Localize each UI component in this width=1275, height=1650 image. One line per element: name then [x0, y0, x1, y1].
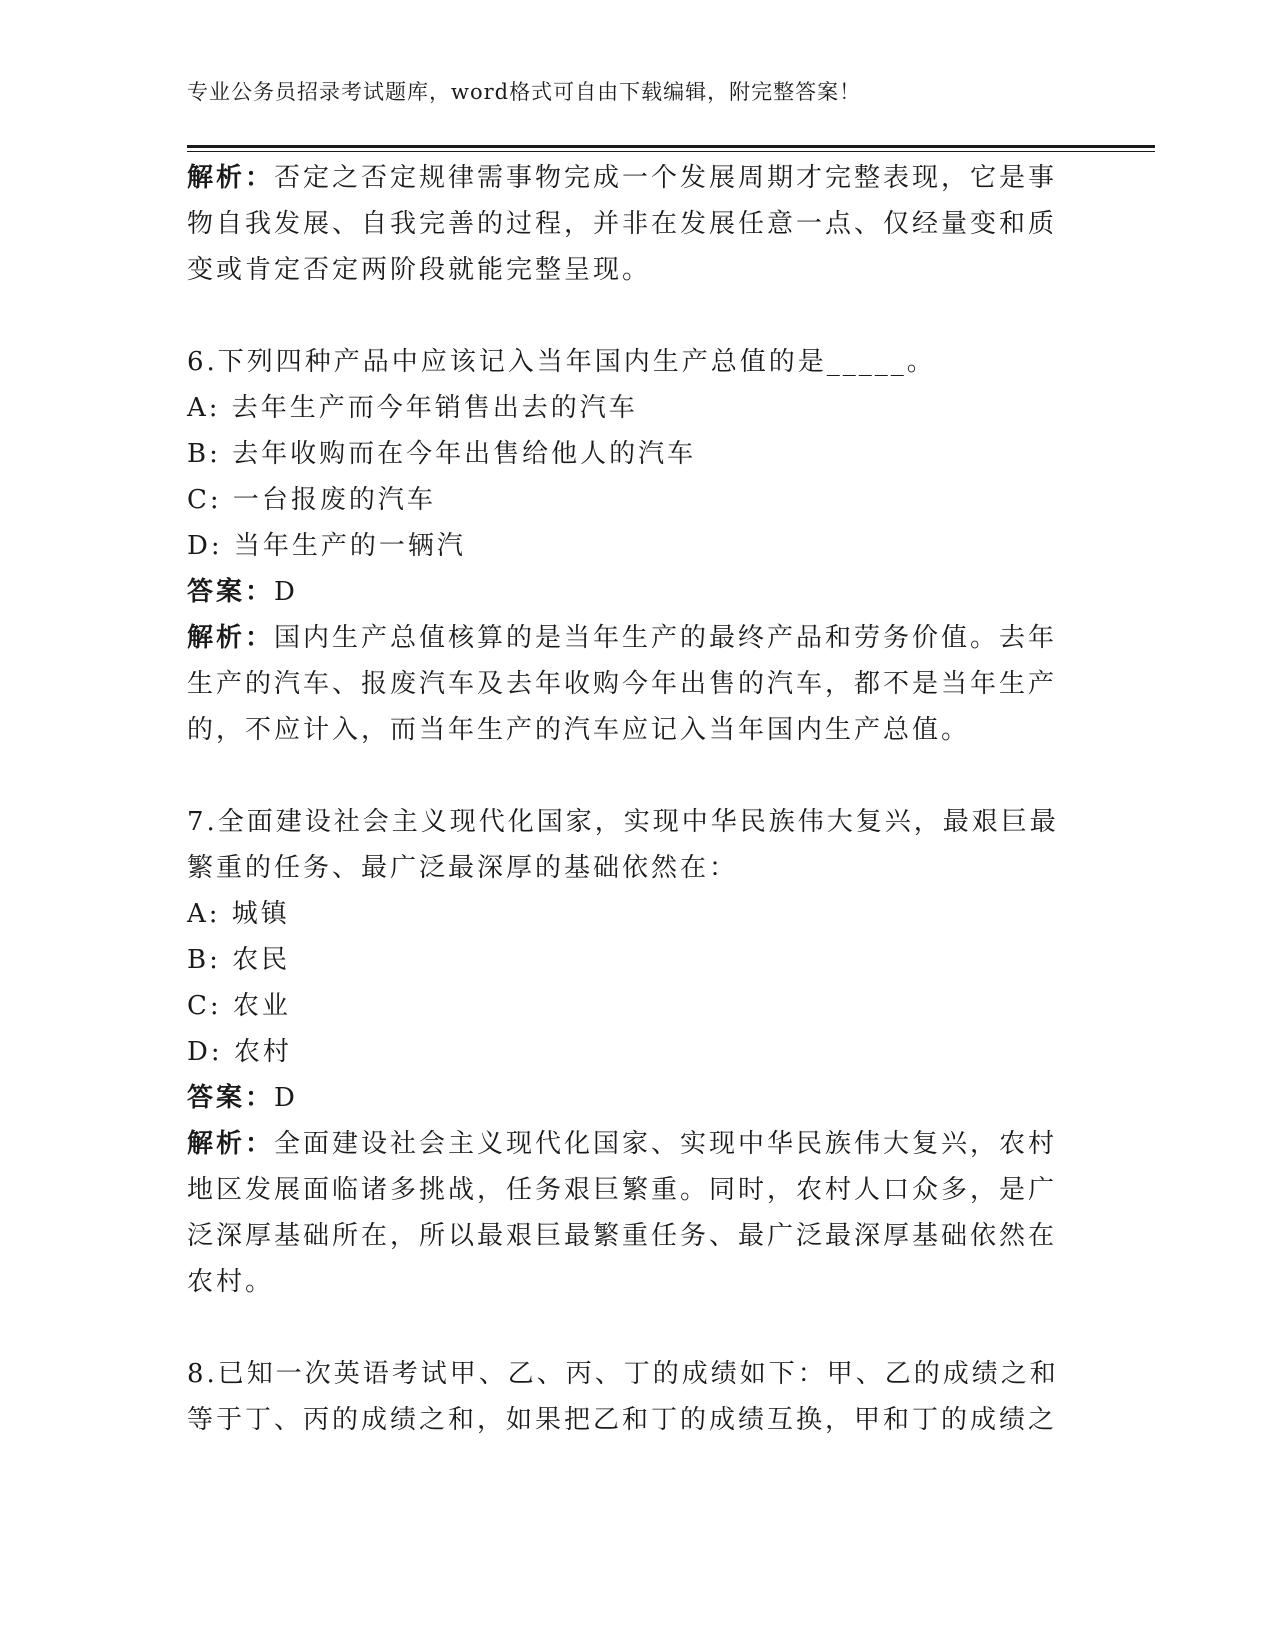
question-text: 繁重的任务、最广泛最深厚的基础依然在： [187, 853, 739, 883]
option-c: C: 一台报废的汽车 [187, 485, 436, 515]
spacer [187, 293, 1057, 339]
question-text: 7.全面建设社会主义现代化国家，实现中华民族伟大复兴，最艰巨最 [187, 807, 1059, 837]
option-d: D: 当年生产的一辆汽 [187, 531, 466, 561]
analysis-line: 农村。 [187, 1267, 275, 1297]
answer-line [187, 569, 1057, 615]
analysis-line: 物自我发展、自我完善的过程，并非在发展任意一点、仅经量变和质 [187, 209, 1058, 239]
analysis-text: 全面建设社会主义现代化国家、实现中华民族伟大复兴，农村 [274, 1129, 1058, 1159]
analysis-line: 生产的汽车、报废汽车及去年收购今年出售的汽车，都不是当年生产 [187, 669, 1058, 699]
answer-label: 答案： [187, 1083, 275, 1113]
analysis-line [187, 615, 1057, 661]
analysis-text: 否定之否定规律需事物完成一个发展周期才完整表现，它是事 [274, 163, 1058, 193]
header-rule-thin [187, 151, 1155, 152]
question-text: 8.已知一次英语考试甲、乙、丙、丁的成绩如下：甲、乙的成绩之和 [187, 1359, 1059, 1389]
analysis-line: 泛深厚基础所在，所以最艰巨最繁重任务、最广泛最深厚基础依然在 [187, 1221, 1058, 1251]
analysis-line: 变或肯定否定两阶段就能完整呈现。 [187, 255, 652, 285]
question-7 [187, 799, 1057, 1305]
option-a: A: 去年生产而今年销售出去的汽车 [187, 393, 638, 423]
spacer [187, 1305, 1057, 1351]
analysis-text: 国内生产总值核算的是当年生产的最终产品和劳务价值。去年 [274, 623, 1058, 653]
analysis-line: 地区发展面临诸多挑战，任务艰巨繁重。同时，农村人口众多，是广 [187, 1175, 1058, 1205]
option-b: B: 农民 [187, 945, 291, 975]
prev-analysis [187, 155, 1057, 293]
question-6 [187, 339, 1057, 753]
analysis-line [187, 155, 1057, 201]
answer-value: D [274, 1083, 298, 1113]
question-8 [187, 1351, 1057, 1443]
question-text: 等于丁、丙的成绩之和，如果把乙和丁的成绩互换，甲和丁的成绩之 [187, 1405, 1058, 1435]
analysis-label: 解析： [187, 1129, 275, 1159]
spacer [187, 753, 1057, 799]
question-text: 6.下列四种产品中应该记入当年国内生产总值的是_____。 [187, 347, 936, 377]
analysis-line [187, 1121, 1057, 1167]
content-body [187, 155, 1057, 1443]
analysis-label: 解析： [187, 623, 275, 653]
analysis-line: 的，不应计入，而当年生产的汽车应记入当年国内生产总值。 [187, 715, 971, 745]
option-d: D: 农村 [187, 1037, 292, 1067]
option-c: C: 农业 [187, 991, 291, 1021]
option-a: A: 城镇 [187, 899, 290, 929]
page-header: 专业公务员招录考试题库，word格式可自由下载编辑，附完整答案！ [187, 80, 862, 104]
answer-line [187, 1075, 1057, 1121]
analysis-label: 解析： [187, 163, 275, 193]
option-b: B: 去年收购而在今年出售给他人的汽车 [187, 439, 697, 469]
answer-value: D [274, 577, 298, 607]
header-rule-thick [187, 145, 1155, 148]
answer-label: 答案： [187, 577, 275, 607]
